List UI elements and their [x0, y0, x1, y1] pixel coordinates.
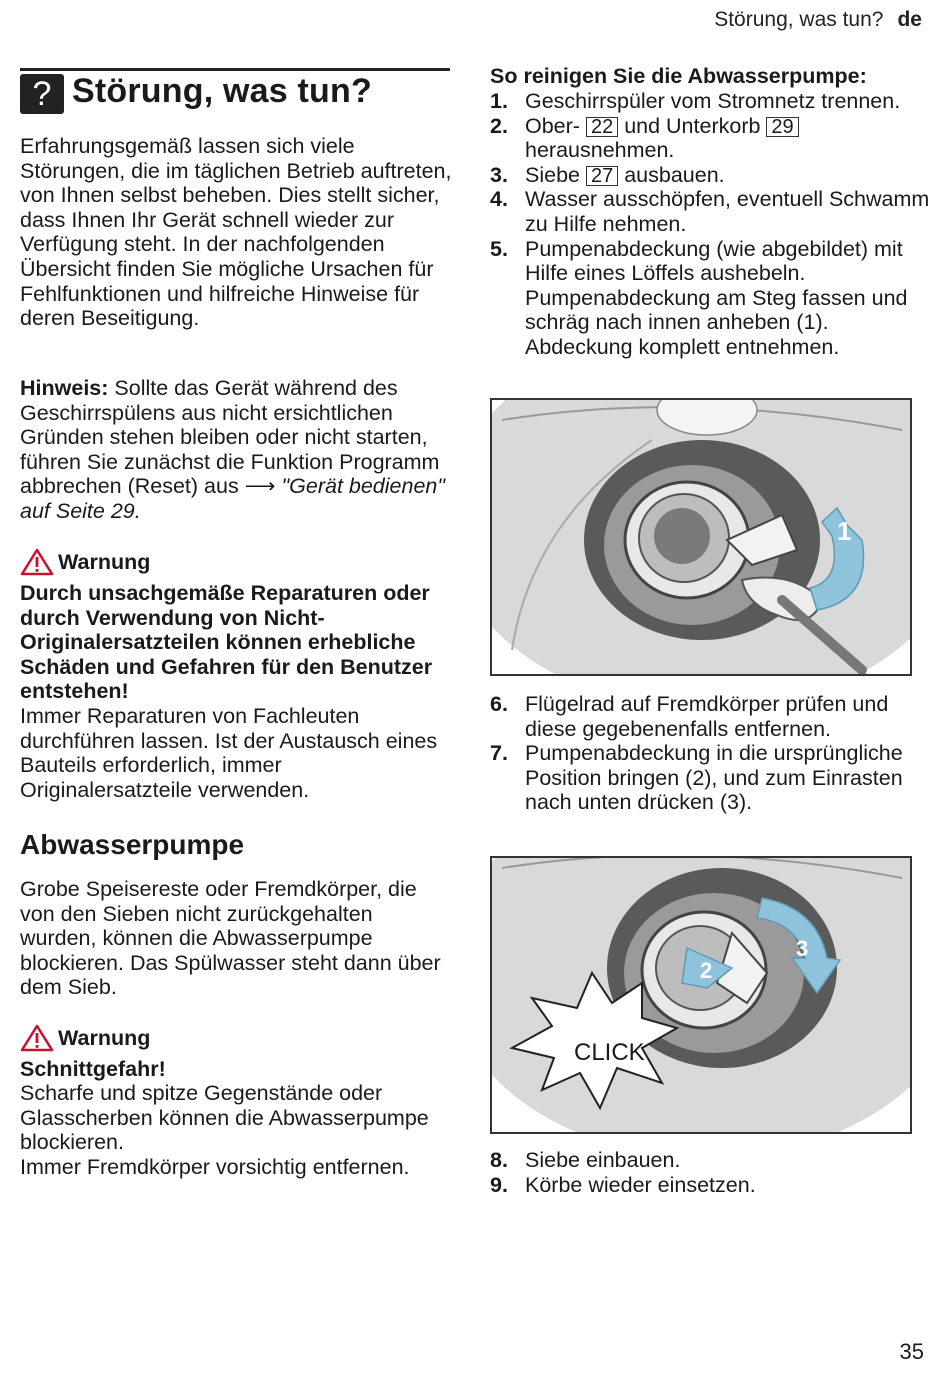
step-number: 9. — [490, 1172, 508, 1197]
step-text-part: herausnehmen. — [525, 138, 675, 163]
section-heading: Abwasserpumpe — [20, 829, 245, 860]
step-number: 8. — [490, 1148, 508, 1172]
step-number: 7. — [490, 741, 508, 766]
list-item — [490, 1148, 930, 1173]
step-text-part: Siebe — [525, 162, 580, 187]
warning2-text1: Scharfe und spitze Gegenstände oder Glasscherben können die Abwasserpumpe blockieren. — [20, 1081, 429, 1155]
list-item — [490, 163, 930, 188]
part-ref: 22 — [586, 117, 618, 137]
warning1-label: Warnung — [58, 549, 151, 574]
step-text: Pumpenabdeckung in die ursprüngliche Position bringen (2), und zum Einrasten nach unten drücken (3). — [525, 741, 903, 815]
intro-text: Erfahrungsgemäß lassen sich viele Störungen, die im täglichen Betrieb auftreten, von Ihnen selbst beheben. Dies stellt sicher, dass Ihnen Ihr Gerät schnell wieder zur Verfügung steht. In der nachfolgenden Übersicht finden Sie mögliche Ursachen für Fehlfunktionen und hilfreiche Hinweise für deren Beseitigung. — [20, 134, 452, 331]
warning2-header — [20, 1024, 150, 1052]
running-header — [714, 8, 922, 32]
steps-list-b — [490, 692, 930, 815]
warning2-bold: Schnittgefahr! — [20, 1057, 166, 1081]
warning1-bold: Durch unsachgemäße Reparaturen oder durch Verwendung von Nicht-Originalersatzteilen können erhebliche Schäden und Gefahren für den Benutzer entstehen! — [20, 581, 433, 704]
step-text: Siebe einbauen. — [525, 1148, 681, 1172]
note — [20, 376, 452, 524]
step-text: Pumpenabdeckung (wie abgebildet) mit Hilfe eines Löffels aushebeln. Pumpenabdeckung am Steg fassen und schräg nach innen anheben (1). Abdeckung komplett entnehmen. — [525, 236, 908, 359]
steps-list-c — [490, 1148, 930, 1197]
arrow-label-2: 2 — [700, 958, 713, 983]
step-text — [525, 114, 930, 163]
steps-list-a — [490, 89, 930, 360]
list-item — [490, 1173, 930, 1198]
note-label: Hinweis: — [20, 376, 109, 400]
list-item — [490, 89, 930, 114]
warning1-header — [20, 548, 150, 576]
note-arrow: ⟶ — [244, 474, 276, 499]
step-text: Geschirrspüler vom Stromnetz trennen. — [525, 89, 901, 113]
note-end: . — [134, 498, 141, 523]
title-rule — [20, 68, 450, 71]
figure-reinsert-cover — [490, 856, 912, 1134]
step-number: 5. — [490, 236, 508, 261]
step-text: Wasser ausschöpfen, eventuell Schwamm zu Hilfe nehmen. — [525, 187, 930, 236]
step-text-part: und Unterkorb — [624, 113, 761, 138]
note-ref-link[interactable]: "Gerät bedienen" auf Seite 29 — [20, 474, 446, 523]
step-text — [525, 163, 930, 188]
question-icon: ? — [20, 74, 64, 114]
page-number: 35 — [899, 1339, 924, 1364]
step-number: 3. — [490, 162, 508, 187]
note-text: Sollte das Gerät während des Geschirrspülens aus nicht ersichtlichen Gründen stehen bleiben oder nicht starten, führen Sie zunächst die Funktion Programm abbrechen (Reset) aus — [20, 376, 440, 499]
part-ref: 27 — [586, 166, 618, 186]
page-title: Störung, was tun? — [72, 72, 372, 110]
arrow-label-1: 1 — [837, 516, 852, 546]
list-item — [490, 741, 930, 815]
pump-cover-illustration — [492, 400, 910, 674]
step-text-part: Ober- — [525, 113, 580, 138]
step-text: Körbe wieder einsetzen. — [525, 1172, 756, 1197]
step-text: Flügelrad auf Fremdkörper prüfen und diese gegebenenfalls entfernen. — [525, 692, 889, 741]
step-text-part: ausbauen. — [624, 162, 725, 187]
click-label: CLICK — [574, 1039, 645, 1066]
pump-cover-click-illustration — [492, 858, 910, 1132]
section-text: Grobe Speisereste oder Fremdkörper, die von den Sieben nicht zurückgehalten wurden, können die Abwasserpumpe blockieren. Das Spülwasser steht dann über dem Sieb. — [20, 877, 441, 1000]
part-ref: 29 — [766, 117, 798, 137]
step-number: 2. — [490, 113, 508, 138]
header-lang: de — [897, 8, 922, 31]
warning1-text: Immer Reparaturen von Fachleuten durchführen lassen. Ist der Austausch eines Bauteils erforderlich, immer Originalersatzteile verwenden. — [20, 704, 438, 802]
warning-triangle-icon — [20, 548, 54, 576]
cleaning-heading: So reinigen Sie die Abwasserpumpe: — [490, 64, 867, 88]
figure-remove-cover — [490, 398, 912, 676]
list-item — [490, 114, 930, 163]
warning2-text2: Immer Fremdkörper vorsichtig entfernen. — [20, 1155, 410, 1179]
step-number: 1. — [490, 89, 508, 113]
list-item — [490, 187, 930, 236]
warning2-label: Warnung — [58, 1025, 151, 1050]
step-number: 4. — [490, 187, 508, 212]
list-item — [490, 237, 930, 360]
header-section: Störung, was tun? — [714, 8, 884, 31]
warning-triangle-icon — [20, 1024, 54, 1052]
arrow-label-3: 3 — [796, 936, 809, 961]
list-item — [490, 692, 930, 741]
step-number: 6. — [490, 692, 508, 716]
